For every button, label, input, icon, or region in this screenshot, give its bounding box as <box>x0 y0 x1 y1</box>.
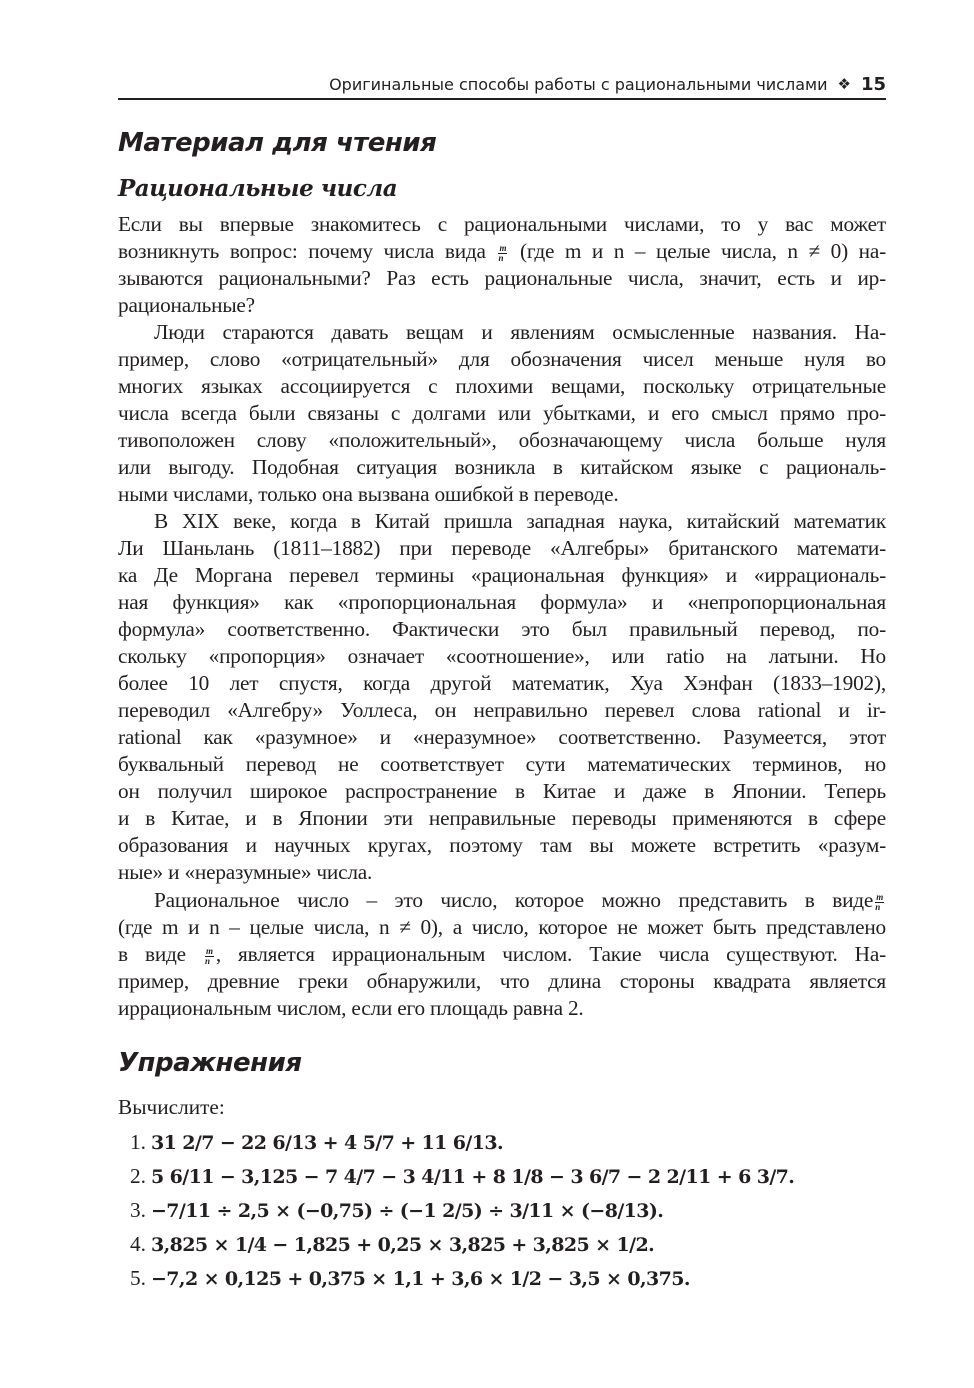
text-line: В XIX веке, когда в Китай пришла западная наука, китайский математик <box>154 509 886 533</box>
ornament-icon: ❖ <box>837 75 851 93</box>
fraction-m-over-n <box>498 244 507 263</box>
text-line: числа всегда были связаны с долгами или убытками, и его смысл прямо про- <box>118 401 886 425</box>
exercise-number: 1. <box>130 1130 146 1154</box>
fraction-denominator: n <box>875 901 880 912</box>
text-run: , является иррациональным числом. Такие числа существуют. На- <box>215 942 887 966</box>
exercise-expression: −7/11 ÷ 2,5 × (−0,75) ÷ (−1 2/5) ÷ 3/11 × (−8/13). <box>150 1200 664 1222</box>
text-line <box>118 941 886 968</box>
text-line: Если вы впервые знакомитесь с рациональными числами, то у вас может <box>118 212 886 236</box>
text-line: более 10 лет спустя, когда другой математик, Хуа Хэнфан (1833–1902), <box>118 671 886 695</box>
text-line: пример, древние греки обнаружили, что длина стороны квадрата является <box>118 969 886 993</box>
text-line: зываются рациональными? Раз есть рациональные числа, значит, есть и ир- <box>118 266 886 290</box>
text-line <box>118 238 886 265</box>
exercise-number: 5. <box>130 1266 146 1290</box>
fraction-denominator: n <box>205 955 210 966</box>
text-line <box>118 887 886 914</box>
running-title: Оригинальные способы работы с рациональными числами <box>329 74 828 94</box>
text-line: переводил «Алгебру» Уоллеса, он неправильно перевел слова rational и ir- <box>118 698 886 722</box>
text-line: образования и научных кругах, поэтому там вы можете встретить «разум- <box>118 833 886 857</box>
exercise-number: 4. <box>130 1232 146 1256</box>
paragraph-3 <box>118 508 886 886</box>
page-number: 15 <box>860 73 886 95</box>
text-run: возникнуть вопрос: почему числа вида <box>118 239 497 263</box>
paragraph-1 <box>118 211 886 319</box>
exercise-item <box>130 1227 794 1261</box>
paragraph-4 <box>118 887 886 1022</box>
exercise-item <box>130 1125 794 1159</box>
text-line: и в Китае, и в Японии эти неправильные переводы применяются в сфере <box>118 806 886 830</box>
text-line: он получил широкое распространение в Китае и даже в Японии. Теперь <box>118 779 886 803</box>
fraction-numerator: m <box>499 242 507 253</box>
exercise-item <box>130 1261 794 1295</box>
running-header <box>118 70 886 100</box>
fraction-m-over-n <box>875 893 884 912</box>
exercises-title: Упражнения <box>118 1048 302 1078</box>
fraction-numerator: m <box>206 945 213 956</box>
text-line: ка Де Моргана перевел термины «рациональная функция» и «иррациональ- <box>118 563 886 587</box>
text-run: в виде <box>118 942 204 966</box>
fraction-denominator: n <box>498 252 504 263</box>
text-line: rational как «разумное» и «неразумное» соответственно. Разумеется, этот <box>118 725 886 749</box>
text-line: скольку «пропорция» означает «соотношение», или ratio на латыни. Но <box>118 644 886 668</box>
text-run: (где m и n – целые числа, n ≠ 0) на- <box>509 239 887 263</box>
text-line: пример, слово «отрицательный» для обозначения чисел меньше нуля во <box>118 347 886 371</box>
exercise-list <box>130 1125 794 1295</box>
fraction-m-over-n <box>205 947 214 966</box>
text-run: Рациональное число – это число, которое можно представить в виде <box>154 888 874 912</box>
subsection-title: Рациональные числа <box>118 175 398 202</box>
text-line: Люди стараются давать вещам и явлениям осмысленные названия. На- <box>154 320 886 344</box>
exercise-item <box>130 1159 794 1193</box>
text-line: рациональные? <box>118 293 255 317</box>
text-line: формула» соответственно. Фактически это был правильный перевод, по- <box>118 617 886 641</box>
exercise-number: 3. <box>130 1198 146 1222</box>
text-line: ная функция» как «пропорциональная формула» и «непропорциональная <box>118 590 886 614</box>
paragraph-2 <box>118 319 886 508</box>
exercise-expression: 5 6/11 − 3,125 − 7 4/7 − 3 4/11 + 8 1/8 − 3 6/7 − 2 2/11 + 6 3/7. <box>150 1166 795 1188</box>
text-line: (где m и n – целые числа, n ≠ 0), а число, которое не может быть представлено <box>118 915 886 939</box>
text-line: буквальный перевод не соответствует сути математических терминов, но <box>118 752 886 776</box>
exercise-expression: 3,825 × 1/4 − 1,825 + 0,25 × 3,825 + 3,825 × 1/2. <box>150 1234 655 1256</box>
fraction-numerator: m <box>876 891 883 902</box>
exercises-intro: Вычислите: <box>118 1095 225 1119</box>
text-line: Ли Шаньлань (1811–1882) при переводе «Алгебры» британского математи- <box>118 536 886 560</box>
section-title: Материал для чтения <box>118 128 437 158</box>
text-line: многих языках ассоциируется с плохими вещами, поскольку отрицательные <box>118 374 886 398</box>
text-line: тивоположен слову «положительный», обозначающему числа больше нуля <box>118 428 886 452</box>
text-line: ными числами, только она вызвана ошибкой в переводе. <box>118 482 619 506</box>
text-line: иррациональным числом, если его площадь равна 2. <box>118 996 584 1020</box>
exercise-number: 2. <box>130 1164 146 1188</box>
exercise-item <box>130 1193 794 1227</box>
exercise-expression: 31 2/7 − 22 6/13 + 4 5/7 + 11 6/13. <box>150 1132 504 1154</box>
text-line: ные» и «неразумные» числа. <box>118 860 373 884</box>
exercise-expression: −7,2 × 0,125 + 0,375 × 1,1 + 3,6 × 1/2 − 3,5 × 0,375. <box>150 1268 690 1290</box>
text-line: или выгоду. Подобная ситуация возникла в китайском языке с рациональ- <box>118 455 886 479</box>
